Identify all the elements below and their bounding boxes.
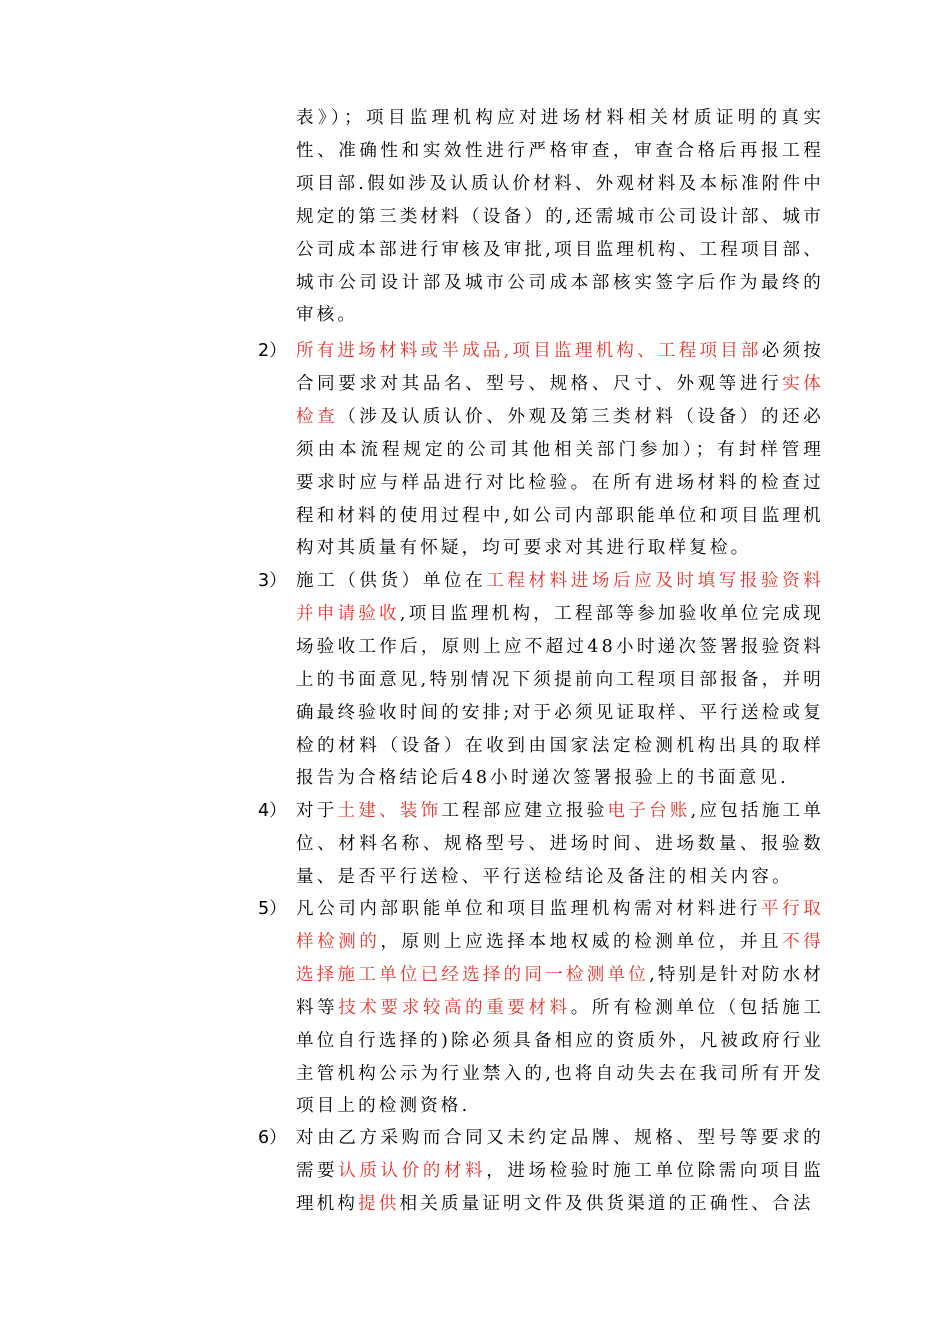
item-body	[296, 335, 824, 565]
highlight-text: 不得选择施工单位已经选择的同一检测单位	[296, 931, 824, 985]
highlight-text: 工程材料进场后应及时填写报验资料并申请验收	[296, 571, 824, 624]
item-body	[296, 1122, 824, 1221]
continuation-paragraph	[296, 102, 824, 332]
text-segment: ,特别是针对防水材料等	[296, 964, 824, 1018]
item-number: 5）	[258, 899, 287, 919]
text-segment: 对由乙方采购而合同又未约定品牌、规格、型号等要求的需要	[296, 1128, 824, 1181]
text-segment: ,应包括施工单位、材料名称、规格型号、进场时间、进场数量、报验数量、是否平行送检、平行送检结论及备注的相关内容。	[296, 801, 824, 887]
text-segment: 表》）；项目监理机构应对进场材料相关材质证明的真实性、准确性和实效性进行严格审查，审查合格后再报工程项目部.假如涉及认质认价材料、外观材料及本标准附件中规定的第三类材料（设备）的,还需城市公司设计部、城市公司成本部进行审核及审批,项目监理机构、工程项目部、城市公司设计部及城市公司成本部核实签字后作为最终的审核。	[296, 108, 824, 326]
item-number: 2）	[258, 341, 287, 361]
item-number: 3）	[258, 571, 287, 591]
highlight-text: 实体检查	[296, 373, 824, 427]
item-number: 4）	[258, 801, 287, 821]
text-segment: 必须按合同要求对其品名、型号、规格、尺寸、外观等进行	[296, 341, 824, 394]
highlight-text: 提供	[358, 1193, 400, 1214]
text-segment: 施工（供货）单位在	[296, 571, 487, 591]
text-segment: 对于	[296, 801, 338, 821]
highlight-text: 平行取样检测的	[296, 899, 824, 952]
text-segment: 工程部应建立报验	[441, 801, 608, 821]
text-segment: 。所有检测单位（包括施工单位自行选择的)除必须具备相应的资质外，凡被政府行业主管机构公示为行业禁入的,也将自动失去在我司所有开发项目上的检测资格.	[296, 997, 825, 1117]
item-number: 6）	[258, 1128, 287, 1148]
item-body	[296, 795, 824, 894]
text-segment: 相关质量证明文件及供货渠道的正确性、合法	[399, 1193, 814, 1214]
text-segment: 凡公司内部职能单位和项目监理机构需对材料进行	[296, 899, 762, 919]
text-segment: ，进场检验时施工单位除需向项目监理机构	[296, 1160, 825, 1214]
text-segment: （涉及认质认价、外观及第三类材料（设备）的还必须由本流程规定的公司其他相关部门参加）；有封样管理要求时应与样品进行对比检验。在所有进场材料的检查过程和材料的使用过程中,如公司内部职能单位和项目监理机构对其质量有怀疑，均可要求对其进行取样复检。	[296, 406, 824, 559]
item-body	[296, 565, 824, 795]
highlight-text: 技术要求较高的重要材料	[338, 997, 571, 1018]
highlight-text: 电子台账	[607, 801, 691, 821]
highlight-text: 所有进场材料或半成品,项目监理机构、工程项目部	[296, 341, 762, 361]
highlight-text: 土建、装饰	[337, 801, 442, 821]
text-segment: ，原则上应选择本地权威的检测单位，并且	[380, 931, 783, 952]
highlight-text: 认质认价的材料	[338, 1160, 487, 1181]
text-segment: ,项目监理机构，工程部等参加验收单位完成现场验收工作后，原则上应不超过48小时递次签署报验资料上的书面意见,特别情况下须提前向工程项目部报备，并明确最终验收时间的安排;对于必须见证取样、平行送检或复检的材料（设备）在收到由国家法定检测机构出具的取样报告为合格结论后48小时递次签署报验上的书面意见.	[296, 603, 825, 789]
item-body	[296, 893, 824, 1123]
